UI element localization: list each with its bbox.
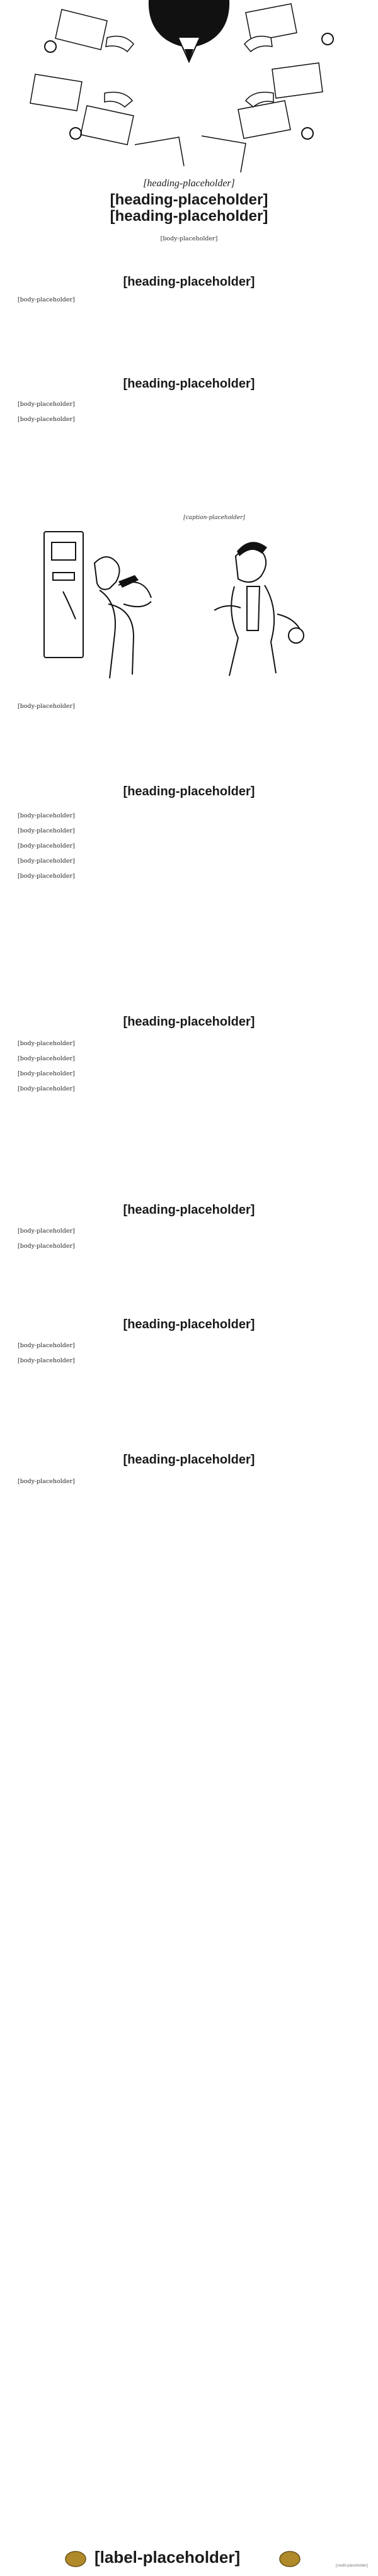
paragraph: [body-placeholder] (18, 1243, 75, 1250)
paragraph: [body-placeholder] (18, 812, 75, 819)
paragraph: [body-placeholder] (18, 1357, 75, 1364)
section-body-banks-bankers (18, 1341, 360, 1372)
money-hands-illustration (0, 0, 378, 176)
paragraph: [body-placeholder] (18, 1070, 75, 1077)
section-body-skimming (18, 296, 360, 311)
section-heading-theft-technique: [heading-placeholder] (123, 785, 255, 798)
section-body-skimmer-data (18, 702, 360, 717)
source-label: [label-placeholder] (94, 2548, 241, 2567)
image-credit: [credit-placeholder] (335, 2564, 368, 2568)
rubric-kicker: [heading-placeholder] (143, 178, 235, 189)
paragraph: [body-placeholder] (18, 827, 75, 834)
section-heading-skimming: [heading-placeholder] (123, 275, 255, 289)
page-title-line2: [heading-placeholder] (110, 208, 268, 225)
intro-block (0, 178, 378, 243)
paragraph: [body-placeholder] (18, 1040, 75, 1047)
section-heading-help: [heading-placeholder] (123, 377, 255, 391)
illustration-caption: [caption-placeholder] (183, 515, 245, 521)
top-illustration (0, 0, 378, 176)
section-heading-gang: [heading-placeholder] (123, 1203, 255, 1217)
middle-illustration (0, 503, 378, 692)
page-title-line1: [heading-placeholder] (110, 191, 268, 208)
paragraph: [body-placeholder] (18, 296, 75, 303)
section-body-theft-technique (18, 812, 360, 887)
section-heading-repairmen: [heading-placeholder] (123, 1015, 255, 1029)
paragraph: [body-placeholder] (18, 843, 75, 849)
lead-paragraph: [body-placeholder] (160, 235, 218, 242)
section-body-gang (18, 1227, 360, 1257)
paragraph: [body-placeholder] (18, 873, 75, 880)
paragraph: [body-placeholder] (18, 703, 75, 710)
section-heading-banks-bankers: [heading-placeholder] (123, 1318, 255, 1331)
paragraph: [body-placeholder] (18, 1478, 75, 1485)
paragraph: [body-placeholder] (18, 1228, 75, 1235)
paragraph: [body-placeholder] (18, 858, 75, 865)
section-body-help (18, 400, 360, 430)
paragraph: [body-placeholder] (18, 1085, 75, 1092)
paragraph: [body-placeholder] (18, 1342, 75, 1349)
paragraph: [body-placeholder] (18, 1055, 75, 1062)
section-heading-morals: [heading-placeholder] (123, 1453, 255, 1467)
paragraph: [body-placeholder] (18, 401, 75, 408)
section-body-morals (18, 1477, 360, 1492)
section-body-repairmen (18, 1039, 360, 1100)
atm-and-hacker-illustration (0, 503, 378, 692)
paragraph: [body-placeholder] (18, 416, 75, 423)
